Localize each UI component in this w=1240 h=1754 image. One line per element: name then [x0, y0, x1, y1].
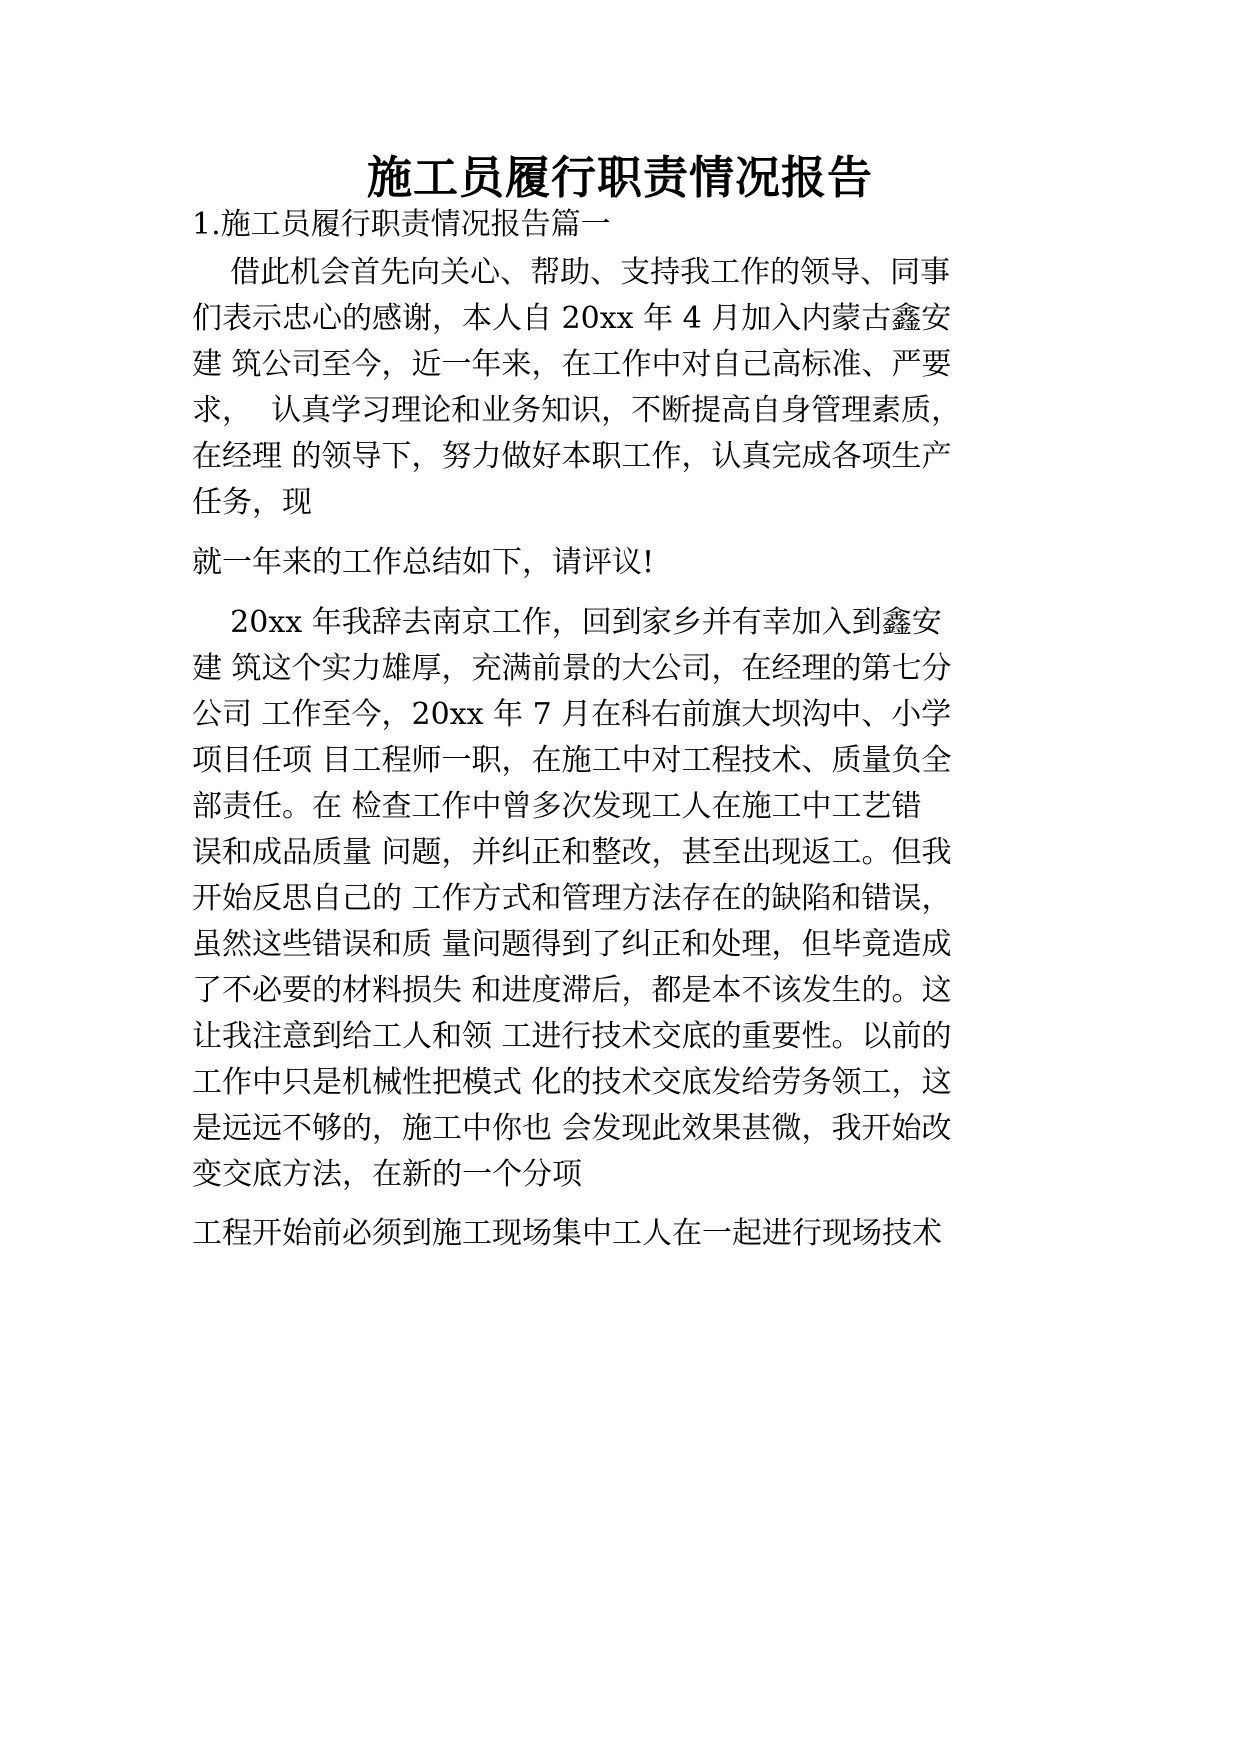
- body-line-8: 20xx 年我辞去南京工作，回到家乡并有幸加入到鑫安: [192, 605, 942, 640]
- body-line-10: 公司 工作至今，20xx 年 7 月在科右前旗大坝沟中、小学: [192, 697, 952, 732]
- body-line-20: 变交底方法，在新的一个分项: [192, 1157, 582, 1192]
- body-line-1: 借此机会首先向关心、帮助、支持我工作的领导、同事: [192, 255, 951, 290]
- body-line-2: 们表示忠心的感谢，本人自 20xx 年 4 月加入内蒙古鑫安: [192, 301, 952, 336]
- body-line-18: 工作中只是机械性把模式 化的技术交底发给劳务领工，这: [192, 1065, 952, 1100]
- body-line-19: 是远远不够的，施工中你也 会发现此效果甚微，我开始改: [192, 1111, 952, 1146]
- body-line-5: 在经理 的领导下，努力做好本职工作，认真完成各项生产: [192, 439, 952, 474]
- section-heading: 1.施工员履行职责情况报告篇一: [192, 207, 611, 242]
- body-line-7: 就一年来的工作总结如下，请评议!: [192, 545, 655, 580]
- body-line-16: 了不必要的材料损失 和进度滞后，都是本不该发生的。这: [192, 973, 952, 1008]
- body-line-12: 部责任。在 检查工作中曾多次发现工人在施工中工艺错: [192, 789, 922, 824]
- body-line-3: 建 筑公司至今，近一年来，在工作中对自己高标准、严要: [192, 347, 952, 382]
- body-line-4: 求， 认真学习理论和业务知识，不断提高自身管理素质，: [192, 393, 962, 428]
- document-title: 施工员履行职责情况报告: [366, 151, 873, 204]
- body-line-15: 虽然这些错误和质 量问题得到了纠正和处理，但毕竟造成: [192, 927, 952, 962]
- body-line-9: 建 筑这个实力雄厚，充满前景的大公司，在经理的第七分: [192, 651, 952, 686]
- body-line-14: 开始反思自己的 工作方式和管理方法存在的缺陷和错误，: [192, 881, 952, 916]
- body-line-17: 让我注意到给工人和领 工进行技术交底的重要性。以前的: [192, 1019, 952, 1054]
- body-line-21: 工程开始前必须到施工现场集中工人在一起进行现场技术: [192, 1216, 942, 1251]
- body-line-6: 任务，现: [192, 485, 312, 520]
- body-line-13: 误和成品质量 问题，并纠正和整改，甚至出现返工。但我: [192, 835, 952, 870]
- body-line-11: 项目任项 目工程师一职，在施工中对工程技术、质量负全: [192, 743, 952, 778]
